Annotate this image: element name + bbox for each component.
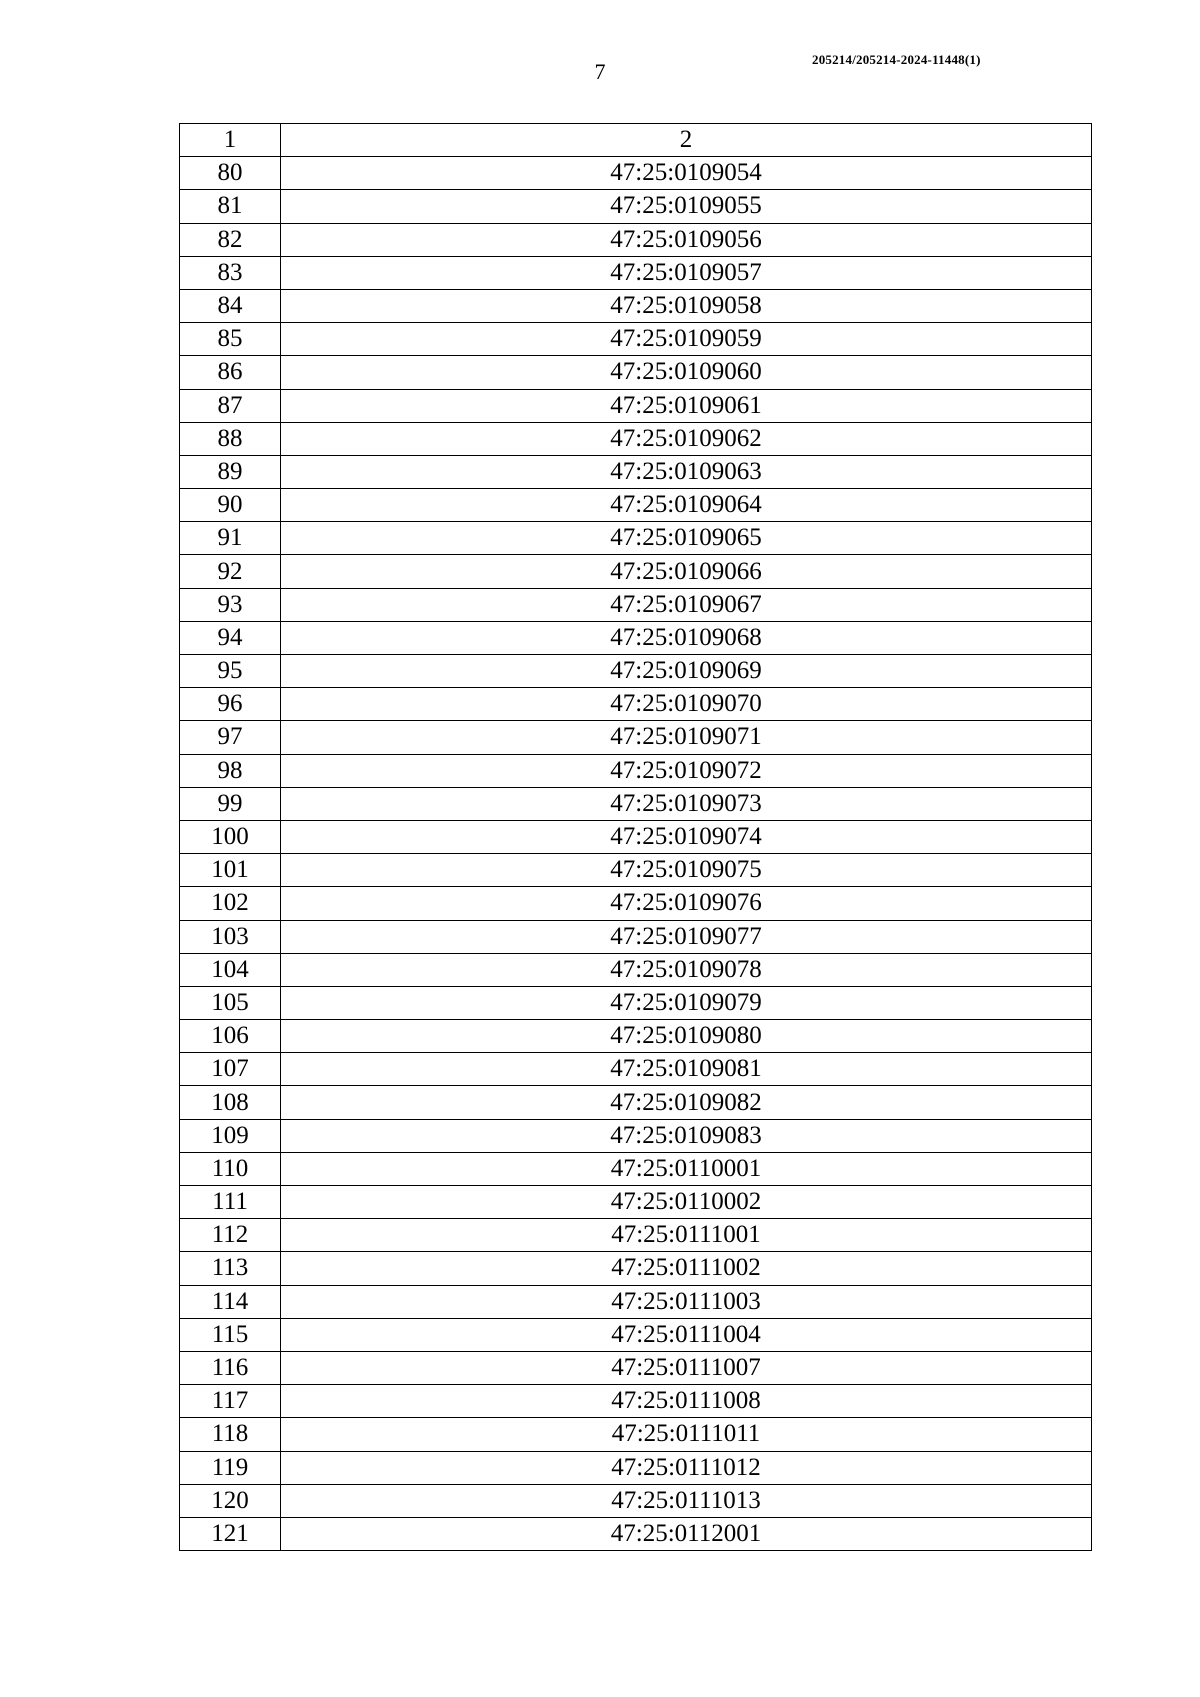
cadastral-number-cell: 47:25:0109082 (281, 1086, 1092, 1119)
table-row (180, 854, 1092, 887)
column-header-2: 2 (281, 124, 1092, 157)
table-row (180, 422, 1092, 455)
row-number-cell: 101 (180, 854, 281, 887)
table-row (180, 489, 1092, 522)
table-row (180, 953, 1092, 986)
table-row (180, 1219, 1092, 1252)
column-header-1: 1 (180, 124, 281, 157)
row-number-cell: 93 (180, 588, 281, 621)
cadastral-number-cell: 47:25:0111007 (281, 1351, 1092, 1384)
table-row (180, 1351, 1092, 1384)
table-row (180, 356, 1092, 389)
cadastral-number-cell: 47:25:0109061 (281, 389, 1092, 422)
table-row (180, 389, 1092, 422)
table-row (180, 621, 1092, 654)
row-number-cell: 99 (180, 787, 281, 820)
cadastral-number-cell: 47:25:0109083 (281, 1119, 1092, 1152)
row-number-cell: 88 (180, 422, 281, 455)
row-number-cell: 87 (180, 389, 281, 422)
cadastral-number-cell: 47:25:0109076 (281, 887, 1092, 920)
document-id: 205214/205214-2024-11448(1) (812, 52, 981, 67)
row-number-cell: 113 (180, 1252, 281, 1285)
cadastral-number-cell: 47:25:0109068 (281, 621, 1092, 654)
cadastral-number-cell: 47:25:0112001 (281, 1517, 1092, 1550)
cadastral-number-cell: 47:25:0109069 (281, 655, 1092, 688)
cadastral-number-cell: 47:25:0109054 (281, 157, 1092, 190)
row-number-cell: 84 (180, 289, 281, 322)
registry-table (179, 123, 1092, 1551)
cadastral-number-cell: 47:25:0109062 (281, 422, 1092, 455)
row-number-cell: 81 (180, 190, 281, 223)
table-row (180, 920, 1092, 953)
row-number-cell: 115 (180, 1318, 281, 1351)
row-number-cell: 107 (180, 1053, 281, 1086)
cadastral-number-cell: 47:25:0111002 (281, 1252, 1092, 1285)
row-number-cell: 110 (180, 1152, 281, 1185)
table-row (180, 1053, 1092, 1086)
cadastral-number-cell: 47:25:0109073 (281, 787, 1092, 820)
row-number-cell: 103 (180, 920, 281, 953)
table-row (180, 190, 1092, 223)
cadastral-number-cell: 47:25:0111011 (281, 1418, 1092, 1451)
table-row (180, 223, 1092, 256)
row-number-cell: 100 (180, 820, 281, 853)
table-row (180, 787, 1092, 820)
table-row (180, 1020, 1092, 1053)
table-row (180, 1418, 1092, 1451)
table-row (180, 1385, 1092, 1418)
table-row (180, 1252, 1092, 1285)
cadastral-number-cell: 47:25:0109078 (281, 953, 1092, 986)
table-row (180, 1285, 1092, 1318)
table-row (180, 1119, 1092, 1152)
row-number-cell: 116 (180, 1351, 281, 1384)
cadastral-number-cell: 47:25:0109081 (281, 1053, 1092, 1086)
cadastral-number-cell: 47:25:0109070 (281, 688, 1092, 721)
table-row (180, 688, 1092, 721)
table-row (180, 721, 1092, 754)
cadastral-number-cell: 47:25:0109075 (281, 854, 1092, 887)
row-number-cell: 111 (180, 1186, 281, 1219)
row-number-cell: 105 (180, 986, 281, 1019)
cadastral-number-cell: 47:25:0111008 (281, 1385, 1092, 1418)
cadastral-number-cell: 47:25:0109074 (281, 820, 1092, 853)
table-row (180, 256, 1092, 289)
table-row (180, 1186, 1092, 1219)
table-row (180, 1086, 1092, 1119)
row-number-cell: 106 (180, 1020, 281, 1053)
table-row (180, 323, 1092, 356)
table-row (180, 1484, 1092, 1517)
cadastral-number-cell: 47:25:0111013 (281, 1484, 1092, 1517)
table-row (180, 887, 1092, 920)
row-number-cell: 109 (180, 1119, 281, 1152)
row-number-cell: 80 (180, 157, 281, 190)
cadastral-number-cell: 47:25:0109072 (281, 754, 1092, 787)
cadastral-number-cell: 47:25:0111001 (281, 1219, 1092, 1252)
cadastral-number-cell: 47:25:0110002 (281, 1186, 1092, 1219)
row-number-cell: 86 (180, 356, 281, 389)
row-number-cell: 112 (180, 1219, 281, 1252)
cadastral-number-cell: 47:25:0109066 (281, 555, 1092, 588)
table-row (180, 455, 1092, 488)
table-row (180, 655, 1092, 688)
row-number-cell: 89 (180, 455, 281, 488)
table-row (180, 1517, 1092, 1550)
cadastral-number-cell: 47:25:0109071 (281, 721, 1092, 754)
table-row (180, 820, 1092, 853)
cadastral-number-cell: 47:25:0109077 (281, 920, 1092, 953)
cadastral-number-cell: 47:25:0109060 (281, 356, 1092, 389)
row-number-cell: 96 (180, 688, 281, 721)
cadastral-number-cell: 47:25:0109063 (281, 455, 1092, 488)
row-number-cell: 82 (180, 223, 281, 256)
table-row (180, 754, 1092, 787)
row-number-cell: 102 (180, 887, 281, 920)
registry-table-container (179, 123, 1091, 1551)
cadastral-number-cell: 47:25:0109055 (281, 190, 1092, 223)
row-number-cell: 98 (180, 754, 281, 787)
cadastral-number-cell: 47:25:0111012 (281, 1451, 1092, 1484)
page-number: 7 (594, 59, 606, 84)
row-number-cell: 90 (180, 489, 281, 522)
table-row (180, 588, 1092, 621)
row-number-cell: 92 (180, 555, 281, 588)
cadastral-number-cell: 47:25:0110001 (281, 1152, 1092, 1185)
row-number-cell: 104 (180, 953, 281, 986)
row-number-cell: 83 (180, 256, 281, 289)
row-number-cell: 91 (180, 522, 281, 555)
table-row (180, 986, 1092, 1019)
row-number-cell: 94 (180, 621, 281, 654)
row-number-cell: 119 (180, 1451, 281, 1484)
table-row (180, 289, 1092, 322)
row-number-cell: 120 (180, 1484, 281, 1517)
table-row (180, 1152, 1092, 1185)
row-number-cell: 121 (180, 1517, 281, 1550)
row-number-cell: 85 (180, 323, 281, 356)
cadastral-number-cell: 47:25:0109057 (281, 256, 1092, 289)
cadastral-number-cell: 47:25:0109064 (281, 489, 1092, 522)
table-row (180, 157, 1092, 190)
cadastral-number-cell: 47:25:0111003 (281, 1285, 1092, 1318)
table-row (180, 555, 1092, 588)
cadastral-number-cell: 47:25:0109059 (281, 323, 1092, 356)
table-row (180, 522, 1092, 555)
cadastral-number-cell: 47:25:0109065 (281, 522, 1092, 555)
table-row (180, 1451, 1092, 1484)
row-number-cell: 108 (180, 1086, 281, 1119)
table-body (180, 124, 1092, 1551)
cadastral-number-cell: 47:25:0109079 (281, 986, 1092, 1019)
table-row (180, 1318, 1092, 1351)
row-number-cell: 95 (180, 655, 281, 688)
row-number-cell: 117 (180, 1385, 281, 1418)
cadastral-number-cell: 47:25:0111004 (281, 1318, 1092, 1351)
row-number-cell: 97 (180, 721, 281, 754)
row-number-cell: 118 (180, 1418, 281, 1451)
cadastral-number-cell: 47:25:0109056 (281, 223, 1092, 256)
cadastral-number-cell: 47:25:0109080 (281, 1020, 1092, 1053)
cadastral-number-cell: 47:25:0109067 (281, 588, 1092, 621)
table-header-row (180, 124, 1092, 157)
row-number-cell: 114 (180, 1285, 281, 1318)
cadastral-number-cell: 47:25:0109058 (281, 289, 1092, 322)
